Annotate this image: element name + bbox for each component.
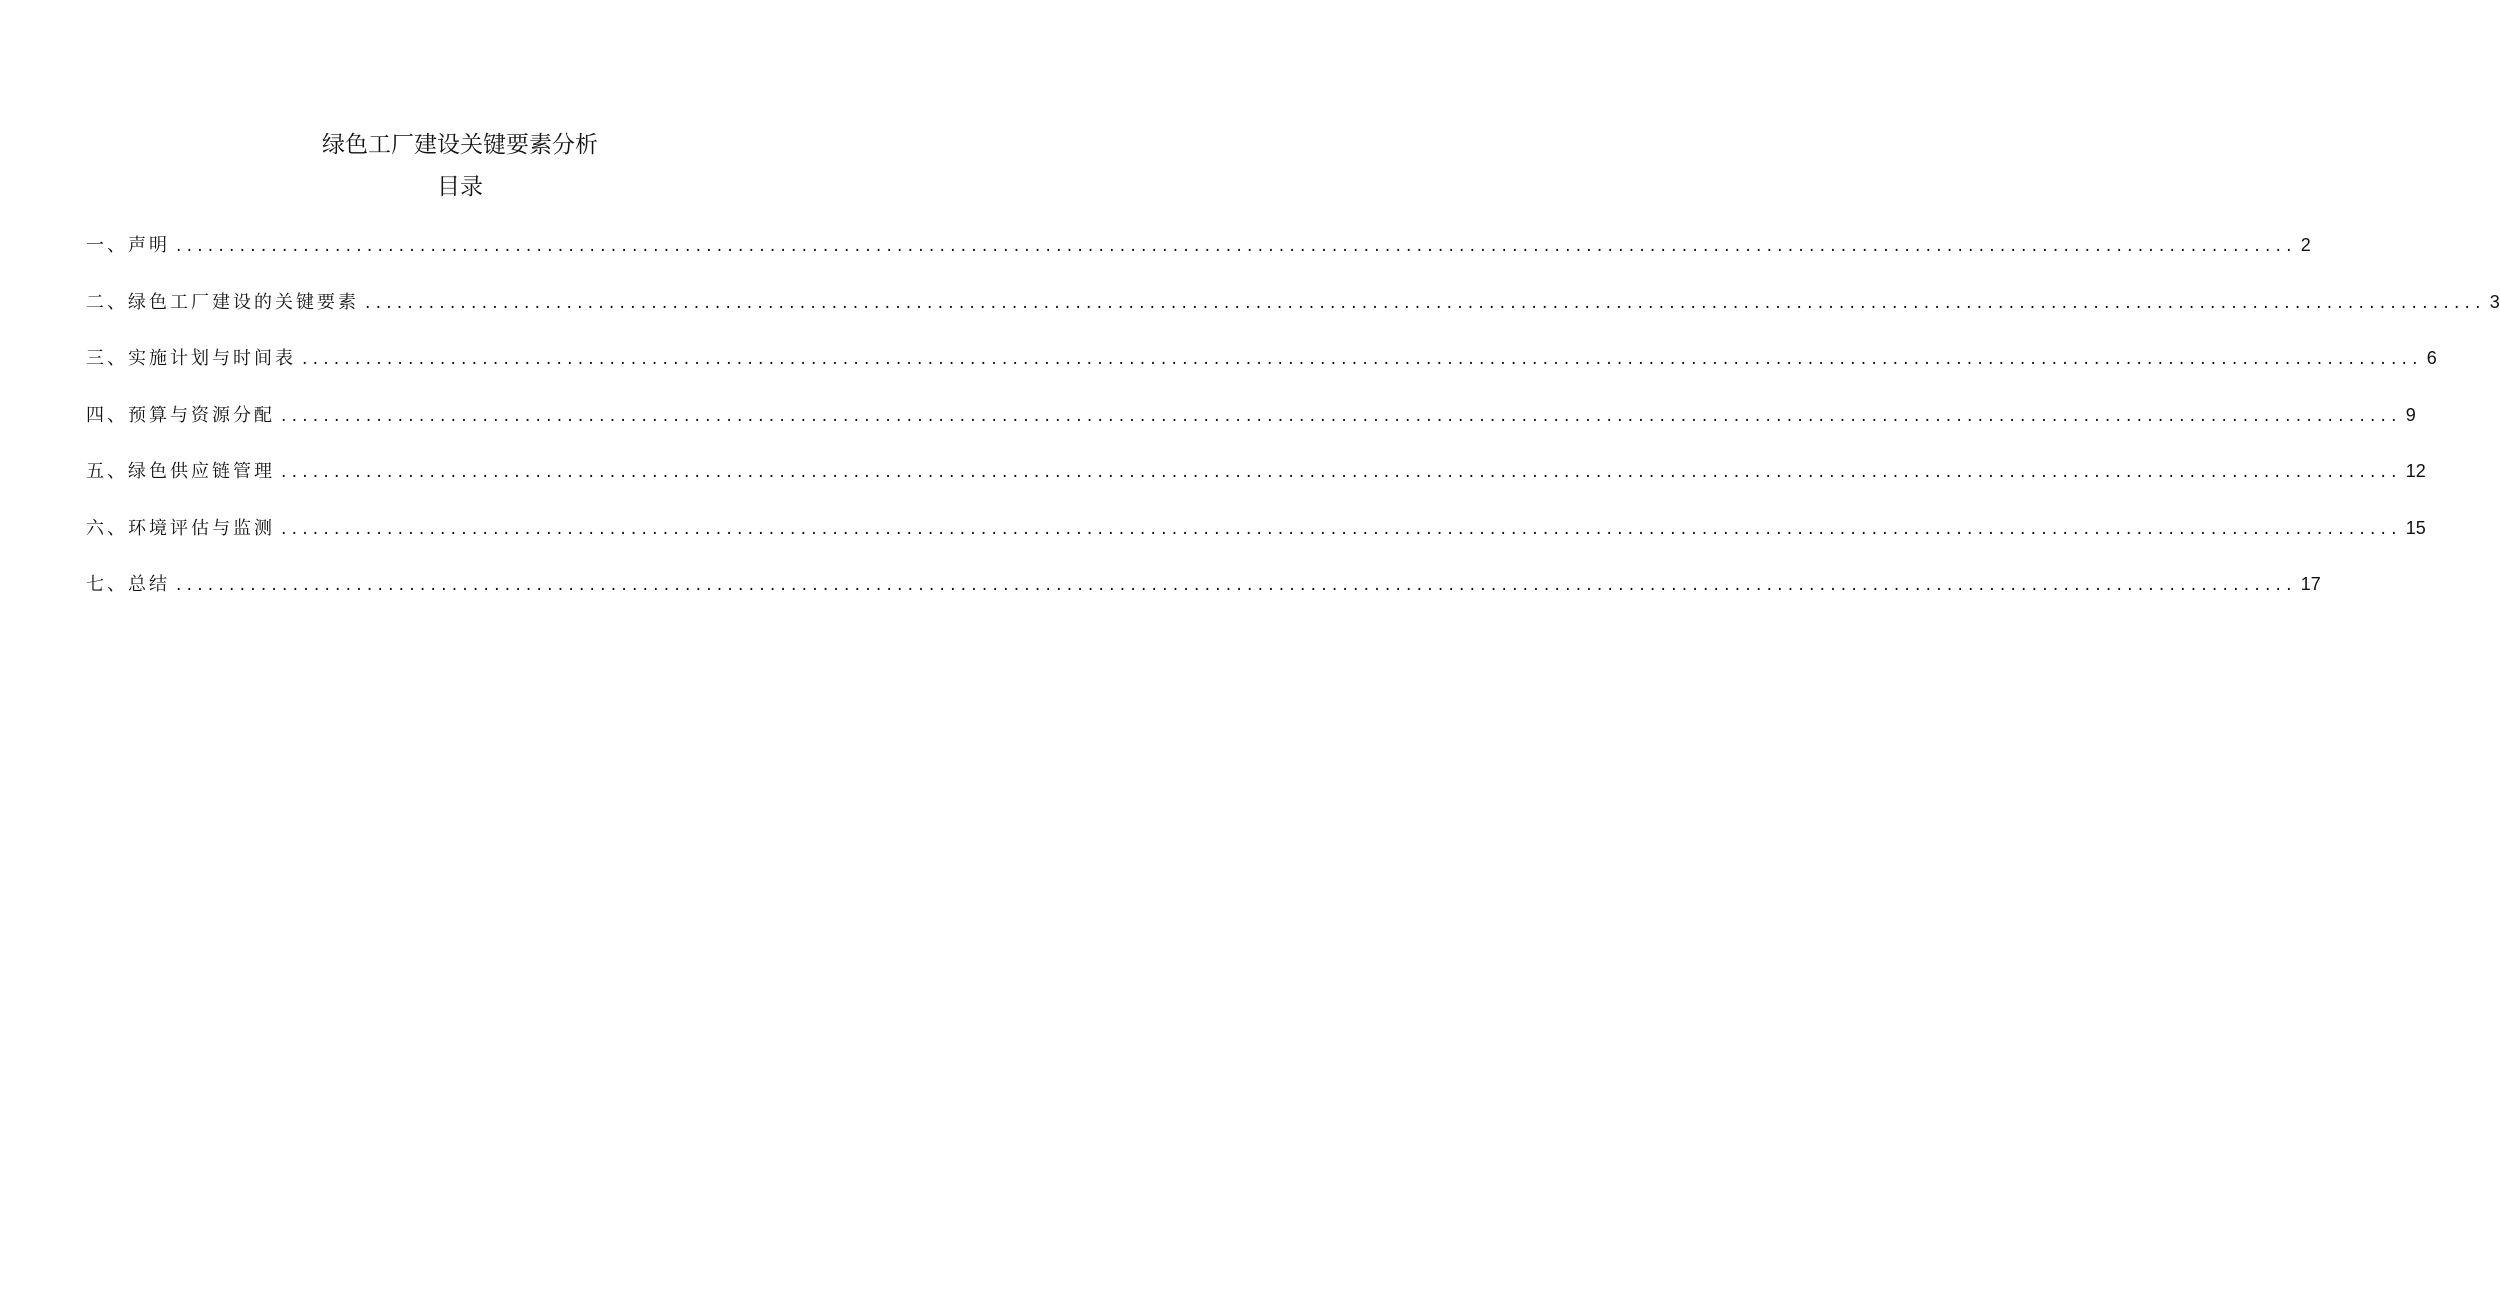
toc-entry-summary[interactable] bbox=[86, 567, 2321, 624]
toc-entry-label: 一、声明 bbox=[86, 235, 170, 256]
toc-entry-page: 17 bbox=[2300, 574, 2321, 594]
toc-entry-declaration[interactable] bbox=[86, 228, 2311, 285]
toc-entry-label: 二、绿色工厂建设的关键要素 bbox=[86, 291, 359, 313]
toc-entry-page: 2 bbox=[2300, 235, 2311, 255]
toc-entry-environment-assessment[interactable] bbox=[86, 511, 2426, 568]
toc-entry-page: 12 bbox=[2405, 461, 2426, 481]
toc-entry-implementation-plan[interactable] bbox=[86, 341, 2437, 398]
toc-entry-page: 9 bbox=[2405, 404, 2416, 425]
toc-entry-label: 三、实施计划与时间表 bbox=[86, 348, 296, 369]
toc-entry-page: 15 bbox=[2405, 517, 2426, 538]
toc-entry-label: 七、总结 bbox=[86, 574, 170, 595]
toc-entry-page: 6 bbox=[2426, 348, 2437, 368]
toc-leader-dots: ........................................................................................................................................................................................................ bbox=[281, 462, 2402, 482]
toc-entry-budget[interactable] bbox=[86, 398, 2416, 455]
document-title: 绿色工厂建设关键要素分析 bbox=[322, 132, 598, 158]
toc-leader-dots: ........................................................................................................................................................................................................ bbox=[281, 518, 2402, 539]
toc-entry-label: 四、预算与资源分配 bbox=[86, 404, 275, 426]
toc-entry-key-elements[interactable] bbox=[86, 285, 2500, 342]
toc-entry-page: 3 bbox=[2489, 291, 2500, 312]
toc-entry-label: 五、绿色供应链管理 bbox=[86, 461, 275, 482]
toc-entry-supply-chain[interactable] bbox=[86, 454, 2426, 511]
toc-leader-dots: ........................................................................................................................................................................................................ bbox=[176, 236, 2297, 256]
toc-entry-label: 六、环境评估与监测 bbox=[86, 517, 275, 539]
table-of-contents bbox=[86, 228, 2500, 624]
toc-leader-dots: ........................................................................................................................................................................................................ bbox=[365, 292, 2486, 313]
toc-leader-dots: ........................................................................................................................................................................................................ bbox=[302, 349, 2423, 369]
toc-heading: 目录 bbox=[437, 174, 483, 200]
toc-leader-dots: ........................................................................................................................................................................................................ bbox=[281, 405, 2402, 426]
toc-leader-dots: ........................................................................................................................................................................................................ bbox=[176, 575, 2297, 595]
